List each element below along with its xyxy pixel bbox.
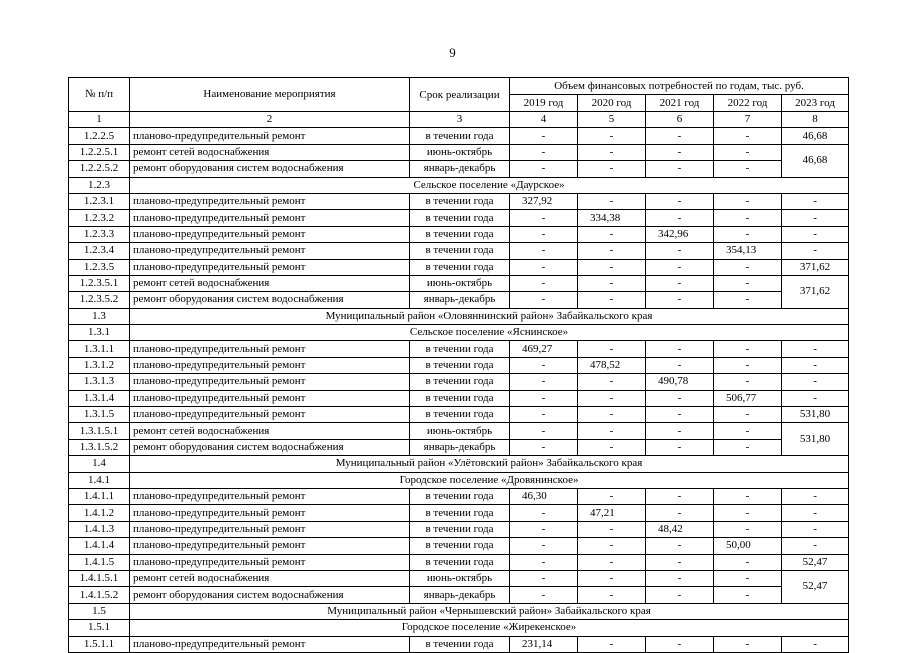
year-value: - [578, 144, 646, 160]
measure-name: планово-предупредительный ремонт [130, 488, 410, 504]
table-row [69, 439, 849, 455]
year-value: - [510, 374, 578, 390]
year-value: - [714, 193, 782, 209]
table-row [69, 128, 849, 144]
year-value: - [714, 357, 782, 373]
table-row [69, 538, 849, 554]
year-value: - [578, 259, 646, 275]
year-value: - [646, 554, 714, 570]
table-row [69, 505, 849, 521]
row-number: 1.4 [69, 456, 130, 472]
year-value: - [782, 210, 849, 226]
term-cell: в течении года [410, 636, 510, 652]
year-value: 50,00 [714, 538, 782, 554]
table-row [69, 161, 849, 177]
year-value: 47,21 [578, 505, 646, 521]
year-value: - [646, 275, 714, 291]
year-value: - [578, 538, 646, 554]
year-value: - [714, 570, 782, 586]
row-number: 1.4.1.5.1 [69, 570, 130, 586]
merged-value: 46,68 [782, 144, 849, 177]
year-value: - [782, 193, 849, 209]
year-value: - [646, 210, 714, 226]
section-row [69, 177, 849, 193]
year-value: - [714, 407, 782, 423]
year-value: 342,96 [646, 226, 714, 242]
table-row [69, 390, 849, 406]
year-value: - [510, 128, 578, 144]
year-value: - [510, 407, 578, 423]
year-value: 490,78 [646, 374, 714, 390]
row-number: 1.3.1.2 [69, 357, 130, 373]
row-number: 1.3.1 [69, 325, 130, 341]
measure-name: планово-предупредительный ремонт [130, 243, 410, 259]
table-row [69, 243, 849, 259]
year-value: - [578, 521, 646, 537]
measure-name: планово-предупредительный ремонт [130, 538, 410, 554]
row-number: 1.3.1.5.2 [69, 439, 130, 455]
header-year: 2019 год [510, 95, 578, 112]
row-number: 1.2.3 [69, 177, 130, 193]
year-value: - [510, 357, 578, 373]
row-number: 1.3.1.4 [69, 390, 130, 406]
year-value: - [510, 144, 578, 160]
row-number: 1.2.2.5.2 [69, 161, 130, 177]
term-cell: в течении года [410, 341, 510, 357]
header-name: Наименование мероприятия [130, 78, 410, 112]
header-year: 2020 год [578, 95, 646, 112]
year-value: - [646, 390, 714, 406]
year-value: - [782, 390, 849, 406]
row-number: 1.4.1 [69, 472, 130, 488]
row-number: 1.4.1.1 [69, 488, 130, 504]
term-cell: январь-декабрь [410, 161, 510, 177]
year-value: - [578, 243, 646, 259]
row-number: 1.3.1.1 [69, 341, 130, 357]
row-number: 1.2.3.5.2 [69, 292, 130, 308]
merged-value: 531,80 [782, 423, 849, 456]
measure-name: планово-предупредительный ремонт [130, 521, 410, 537]
measure-name: планово-предупредительный ремонт [130, 259, 410, 275]
section-title: Сельское поселение «Даурское» [130, 177, 849, 193]
year-value: - [714, 226, 782, 242]
measure-name: планово-предупредительный ремонт [130, 407, 410, 423]
year-value: - [646, 538, 714, 554]
year-value: - [510, 587, 578, 603]
year-value: - [510, 161, 578, 177]
year-value: - [646, 357, 714, 373]
year-value: - [646, 259, 714, 275]
year-value: - [646, 423, 714, 439]
year-value: - [510, 292, 578, 308]
year-value: - [646, 341, 714, 357]
year-value: - [714, 505, 782, 521]
page-number: 9 [449, 45, 456, 60]
table-row [69, 193, 849, 209]
section-title: Сельское поселение «Яснинское» [130, 325, 849, 341]
year-value: - [646, 243, 714, 259]
table-row [69, 521, 849, 537]
table-row [69, 570, 849, 586]
year-value: - [714, 292, 782, 308]
measure-name: планово-предупредительный ремонт [130, 357, 410, 373]
year-value: - [646, 407, 714, 423]
year-value: - [782, 538, 849, 554]
year-value: - [578, 587, 646, 603]
term-cell: в течении года [410, 243, 510, 259]
header-num: № п/п [69, 78, 130, 112]
year-value: - [646, 505, 714, 521]
header-year: 2022 год [714, 95, 782, 112]
year-value: 506,77 [714, 390, 782, 406]
year-value: - [578, 292, 646, 308]
year-value: - [714, 636, 782, 652]
table-row [69, 210, 849, 226]
year-value: - [578, 554, 646, 570]
header-year: 2021 год [646, 95, 714, 112]
year-value: - [646, 488, 714, 504]
measure-name: ремонт сетей водоснабжения [130, 144, 410, 160]
year-value: - [510, 423, 578, 439]
row-number: 1.4.1.5.2 [69, 587, 130, 603]
row-number: 1.2.2.5 [69, 128, 130, 144]
section-row [69, 308, 849, 324]
section-title: Муниципальный район «Чернышевский район» Забайкальского края [130, 603, 849, 619]
year-value: - [646, 193, 714, 209]
year-value: - [510, 390, 578, 406]
year-value: - [578, 374, 646, 390]
term-cell: июнь-октябрь [410, 570, 510, 586]
year-value: - [578, 570, 646, 586]
term-cell: в течении года [410, 521, 510, 537]
year-value: - [578, 161, 646, 177]
year-value: 231,14 [510, 636, 578, 652]
table-row [69, 226, 849, 242]
table-row [69, 374, 849, 390]
measure-name: ремонт сетей водоснабжения [130, 275, 410, 291]
year-value: - [578, 193, 646, 209]
year-value: - [510, 226, 578, 242]
year-value: - [782, 243, 849, 259]
measure-name: планово-предупредительный ремонт [130, 128, 410, 144]
year-value: - [782, 357, 849, 373]
header-term: Срок реализации [410, 78, 510, 112]
year-value: - [782, 341, 849, 357]
year-value: - [578, 341, 646, 357]
table-row [69, 554, 849, 570]
table-row [69, 423, 849, 439]
merged-value: 371,62 [782, 275, 849, 308]
year-value: - [782, 488, 849, 504]
term-cell: в течении года [410, 538, 510, 554]
row-number: 1.2.3.1 [69, 193, 130, 209]
term-cell: в течении года [410, 390, 510, 406]
year-value: - [510, 521, 578, 537]
term-cell: июнь-октябрь [410, 275, 510, 291]
year-value: - [714, 259, 782, 275]
financial-needs-table [68, 77, 849, 653]
section-row [69, 325, 849, 341]
year-value: - [714, 423, 782, 439]
year-value: - [782, 226, 849, 242]
year-value: - [782, 636, 849, 652]
year-value: - [714, 161, 782, 177]
table-row [69, 587, 849, 603]
section-title: Городское поселение «Дровянинское» [130, 472, 849, 488]
measure-name: планово-предупредительный ремонт [130, 636, 410, 652]
measure-name: планово-предупредительный ремонт [130, 210, 410, 226]
year-value: - [578, 439, 646, 455]
row-number: 1.2.3.3 [69, 226, 130, 242]
row-number: 1.3.1.5 [69, 407, 130, 423]
year-value: - [510, 243, 578, 259]
row-number: 1.2.3.2 [69, 210, 130, 226]
year-value: - [578, 407, 646, 423]
year-value: - [714, 275, 782, 291]
year-value: - [578, 275, 646, 291]
row-number: 1.5.1.1 [69, 636, 130, 652]
measure-name: планово-предупредительный ремонт [130, 341, 410, 357]
row-number: 1.4.1.3 [69, 521, 130, 537]
year-value: - [646, 161, 714, 177]
table-row [69, 407, 849, 423]
year-value: 327,92 [510, 193, 578, 209]
index-cell: 5 [578, 112, 646, 128]
year-value: - [714, 554, 782, 570]
row-number: 1.4.1.2 [69, 505, 130, 521]
year-value: 46,68 [782, 128, 849, 144]
year-value: 469,27 [510, 341, 578, 357]
year-value: - [578, 226, 646, 242]
merged-value: 52,47 [782, 570, 849, 603]
index-cell: 2 [130, 112, 410, 128]
row-number: 1.3.1.5.1 [69, 423, 130, 439]
section-row [69, 620, 849, 636]
measure-name: ремонт сетей водоснабжения [130, 423, 410, 439]
term-cell: в течении года [410, 259, 510, 275]
term-cell: июнь-октябрь [410, 144, 510, 160]
year-value: - [646, 144, 714, 160]
term-cell: в течении года [410, 357, 510, 373]
term-cell: в течении года [410, 374, 510, 390]
year-value: - [578, 390, 646, 406]
year-value: 371,62 [782, 259, 849, 275]
section-title: Городское поселение «Жирекенское» [130, 620, 849, 636]
year-value: 334,38 [578, 210, 646, 226]
year-value: - [782, 505, 849, 521]
term-cell: в течении года [410, 488, 510, 504]
year-value: - [782, 374, 849, 390]
term-cell: в течении года [410, 407, 510, 423]
year-value: - [714, 439, 782, 455]
year-value: - [646, 128, 714, 144]
year-value: - [510, 259, 578, 275]
year-value: - [714, 144, 782, 160]
measure-name: планово-предупредительный ремонт [130, 505, 410, 521]
index-cell: 4 [510, 112, 578, 128]
table-row [69, 275, 849, 291]
row-number: 1.4.1.4 [69, 538, 130, 554]
row-number: 1.2.3.5.1 [69, 275, 130, 291]
table-row [69, 636, 849, 652]
table-row [69, 144, 849, 160]
section-title: Муниципальный район «Оловяннинский район» Забайкальского края [130, 308, 849, 324]
section-row [69, 456, 849, 472]
year-value: - [714, 341, 782, 357]
table-row [69, 259, 849, 275]
row-number: 1.5 [69, 603, 130, 619]
index-cell: 3 [410, 112, 510, 128]
measure-name: ремонт оборудования систем водоснабжения [130, 292, 410, 308]
year-value: - [714, 587, 782, 603]
index-cell: 8 [782, 112, 849, 128]
index-cell: 6 [646, 112, 714, 128]
year-value: - [646, 439, 714, 455]
row-number: 1.3 [69, 308, 130, 324]
year-value: - [646, 636, 714, 652]
year-value: 46,30 [510, 488, 578, 504]
measure-name: ремонт сетей водоснабжения [130, 570, 410, 586]
year-value: - [714, 521, 782, 537]
year-value: 478,52 [578, 357, 646, 373]
measure-name: ремонт оборудования систем водоснабжения [130, 161, 410, 177]
term-cell: в течении года [410, 226, 510, 242]
measure-name: планово-предупредительный ремонт [130, 193, 410, 209]
year-value: 52,47 [782, 554, 849, 570]
year-value: 48,42 [646, 521, 714, 537]
year-value: - [510, 210, 578, 226]
table-row [69, 488, 849, 504]
year-value: - [578, 636, 646, 652]
year-value: - [510, 554, 578, 570]
term-cell: январь-декабрь [410, 292, 510, 308]
term-cell: январь-декабрь [410, 439, 510, 455]
year-value: - [646, 570, 714, 586]
table-row [69, 341, 849, 357]
year-value: - [578, 488, 646, 504]
measure-name: планово-предупредительный ремонт [130, 554, 410, 570]
table-body [69, 128, 849, 653]
year-value: - [782, 521, 849, 537]
measure-name: планово-предупредительный ремонт [130, 374, 410, 390]
term-cell: в течении года [410, 210, 510, 226]
term-cell: июнь-октябрь [410, 423, 510, 439]
year-value: - [510, 275, 578, 291]
year-value: - [578, 423, 646, 439]
table-row [69, 292, 849, 308]
measure-name: планово-предупредительный ремонт [130, 226, 410, 242]
term-cell: в течении года [410, 193, 510, 209]
index-cell: 7 [714, 112, 782, 128]
term-cell: в течении года [410, 128, 510, 144]
year-value: 531,80 [782, 407, 849, 423]
year-value: - [578, 128, 646, 144]
term-cell: в течении года [410, 554, 510, 570]
section-row [69, 472, 849, 488]
measure-name: планово-предупредительный ремонт [130, 390, 410, 406]
year-value: - [714, 488, 782, 504]
measure-name: ремонт оборудования систем водоснабжения [130, 439, 410, 455]
year-value: - [510, 439, 578, 455]
row-number: 1.2.2.5.1 [69, 144, 130, 160]
section-row [69, 603, 849, 619]
measure-name: ремонт оборудования систем водоснабжения [130, 587, 410, 603]
year-value: - [510, 570, 578, 586]
section-title: Муниципальный район «Улётовский район» Забайкальского края [130, 456, 849, 472]
row-number: 1.5.1 [69, 620, 130, 636]
index-cell: 1 [69, 112, 130, 128]
header-year: 2023 год [782, 95, 849, 112]
row-number: 1.2.3.5 [69, 259, 130, 275]
year-value: 354,13 [714, 243, 782, 259]
table-row [69, 357, 849, 373]
header-volume: Объем финансовых потребностей по годам, тыс. руб. [510, 78, 849, 95]
row-number: 1.2.3.4 [69, 243, 130, 259]
term-cell: в течении года [410, 505, 510, 521]
year-value: - [646, 292, 714, 308]
year-value: - [510, 505, 578, 521]
term-cell: январь-декабрь [410, 587, 510, 603]
year-value: - [714, 210, 782, 226]
year-value: - [714, 374, 782, 390]
row-number: 1.3.1.3 [69, 374, 130, 390]
year-value: - [510, 538, 578, 554]
year-value: - [714, 128, 782, 144]
row-number: 1.4.1.5 [69, 554, 130, 570]
year-value: - [646, 587, 714, 603]
